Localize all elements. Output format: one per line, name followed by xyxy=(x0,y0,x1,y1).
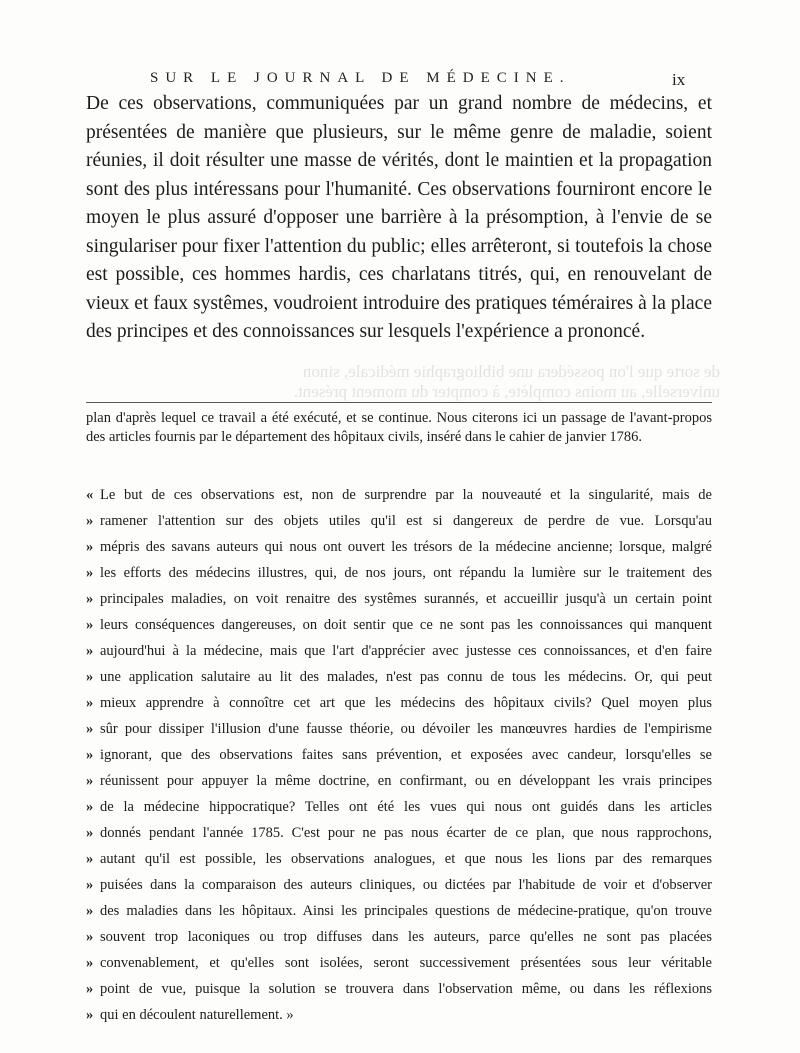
quote-text: réunissent pour appuyer la même doctrine, en confirmant, ou en développant les vrais principes xyxy=(100,773,712,789)
quote-line xyxy=(86,976,712,1002)
quote-text: mieux apprendre à connoître cet art que les médecins des hôpitaux civils? Quel moyen plus xyxy=(100,695,712,711)
quote-text: sûr pour dissiper l'illusion d'une fausse théorie, ou dévoiler les manœuvres hardies de l'empirisme xyxy=(100,721,712,737)
footnote-separator xyxy=(86,402,712,403)
quote-mark: » xyxy=(86,617,94,633)
quote-text: souvent trop laconiques ou trop diffuses dans les auteurs, parce qu'elles ne sont pas placées xyxy=(100,929,712,945)
quote-line xyxy=(86,794,712,820)
quote-text: ramener l'attention sur des objets utiles qu'il est si dangereux de perdre de vue. Lorsqu'au xyxy=(100,513,712,529)
quote-mark: » xyxy=(86,747,94,763)
quote-line xyxy=(86,1002,712,1028)
quote-line xyxy=(86,612,712,638)
quote-text: des maladies dans les hôpitaux. Ainsi les principales questions de médecine-pratique, qu'on trouve xyxy=(100,903,712,919)
quote-mark: » xyxy=(86,955,94,971)
quote-line xyxy=(86,950,712,976)
main-paragraph-container xyxy=(86,90,712,347)
quote-text: principales maladies, on voit renaitre des systêmes surannés, et accueillir jusqu'à un certain point xyxy=(100,591,712,607)
footnote-quotation xyxy=(86,482,712,1028)
quote-line xyxy=(86,534,712,560)
bleed-through-text: de sorte que l'on possédera une bibliographie médicale, sinon universelle, au moins complète, à compter du moment présent. xyxy=(293,362,720,401)
quote-text: les efforts des médecins illustres, qui, de nos jours, ont répandu la lumière sur le traitement des xyxy=(100,565,712,581)
main-paragraph: De ces observations, communiquées par un grand nombre de médecins, et présentées de manière que plusieurs, sur le même genre de maladie, soient réunies, il doit résulter une masse de vérités, dont le maintien et la propagation sont des plus intéressans pour l'humanité. Ces observations fourniront encore le moyen le plus assuré d'opposer une barrière à la présomption, à l'envie de se singulariser pour fixer l'attention du public; elles arrêteront, si toutefois la chose est possible, ces hommes hardis, ces charlatans titrés, qui, en renouvelant de vieux et faux systêmes, voudroient introduire des pratiques téméraires à la place des principes et des connoissances sur lesquels l'expérience a prononcé. xyxy=(86,93,712,342)
quote-mark: « xyxy=(86,487,94,503)
quote-line xyxy=(86,768,712,794)
quote-line xyxy=(86,872,712,898)
quote-mark: » xyxy=(86,981,94,997)
quote-text: mépris des savans auteurs qui nous ont ouvert les trésors de la médecine ancienne; lorsque, malgré xyxy=(100,539,712,555)
quote-text: autant qu'il est possible, les observations analogues, et que nous les lions par des remarques xyxy=(100,851,712,867)
quote-line xyxy=(86,482,712,508)
quote-line xyxy=(86,560,712,586)
quote-mark: » xyxy=(86,695,94,711)
quote-text: convenablement, et qu'elles sont isolées, seront successivement présentées sous leur véritable xyxy=(100,955,712,971)
quote-line xyxy=(86,898,712,924)
quote-text: aujourd'hui à la médecine, mais que l'art d'apprécier avec justesse ces connoissances, et d'en faire xyxy=(100,643,712,659)
quote-text: leurs conséquences dangereuses, on doit sentir que ce ne sont pas les connoissances qui manquent xyxy=(100,617,712,633)
quote-mark: » xyxy=(86,591,94,607)
quote-text: point de vue, puisque la solution se trouvera dans l'observation même, ou dans les réflexions xyxy=(100,981,712,997)
quote-text: donnés pendant l'année 1785. C'est pour ne pas nous écarter de ce plan, que nous rapprochons, xyxy=(100,825,712,841)
quote-mark: » xyxy=(86,669,94,685)
footnote-intro: plan d'après lequel ce travail a été exécuté, et se continue. Nous citerons ici un passage de l'avant-propos des articles fournis par le département des hôpitaux civils, inséré dans le cahier de janvier 1786. xyxy=(86,410,712,445)
quote-text: qui en découlent naturellement. » xyxy=(100,1007,294,1023)
quote-line xyxy=(86,742,712,768)
quote-line xyxy=(86,638,712,664)
quote-text: Le but de ces observations est, non de surprendre par la nouveauté et la singularité, mais de xyxy=(100,487,712,503)
quote-line xyxy=(86,924,712,950)
quote-line xyxy=(86,690,712,716)
quote-mark: » xyxy=(86,565,94,581)
quote-mark: » xyxy=(86,903,94,919)
quote-mark: » xyxy=(86,643,94,659)
quote-mark: » xyxy=(86,1007,94,1023)
quote-line xyxy=(86,820,712,846)
quote-text: puisées dans la comparaison des auteurs cliniques, ou dictées par l'habitude de voir et d'observer xyxy=(100,877,712,893)
quote-line xyxy=(86,664,712,690)
quote-text: ignorant, que des observations faites sans prévention, et exposées avec candeur, lorsqu'elles se xyxy=(100,747,712,763)
quote-line xyxy=(86,716,712,742)
quote-mark: » xyxy=(86,513,94,529)
quote-text: une application salutaire au lit des malades, n'est pas connu de tous les médecins. Or, qui peut xyxy=(100,669,712,685)
quote-mark: » xyxy=(86,799,94,815)
running-head: SUR LE JOURNAL DE MÉDECINE. xyxy=(150,70,571,86)
page-number: ix xyxy=(672,70,686,89)
quote-line xyxy=(86,586,712,612)
footnote xyxy=(86,409,712,446)
quote-mark: » xyxy=(86,773,94,789)
quote-mark: » xyxy=(86,929,94,945)
quote-mark: » xyxy=(86,539,94,555)
quote-line xyxy=(86,508,712,534)
quote-line xyxy=(86,846,712,872)
quote-mark: » xyxy=(86,851,94,867)
quote-mark: » xyxy=(86,721,94,737)
quote-mark: » xyxy=(86,877,94,893)
quote-mark: » xyxy=(86,825,94,841)
quote-text: de la médecine hippocratique? Telles ont été les vues qui nous ont guidés dans les articles xyxy=(100,799,712,815)
